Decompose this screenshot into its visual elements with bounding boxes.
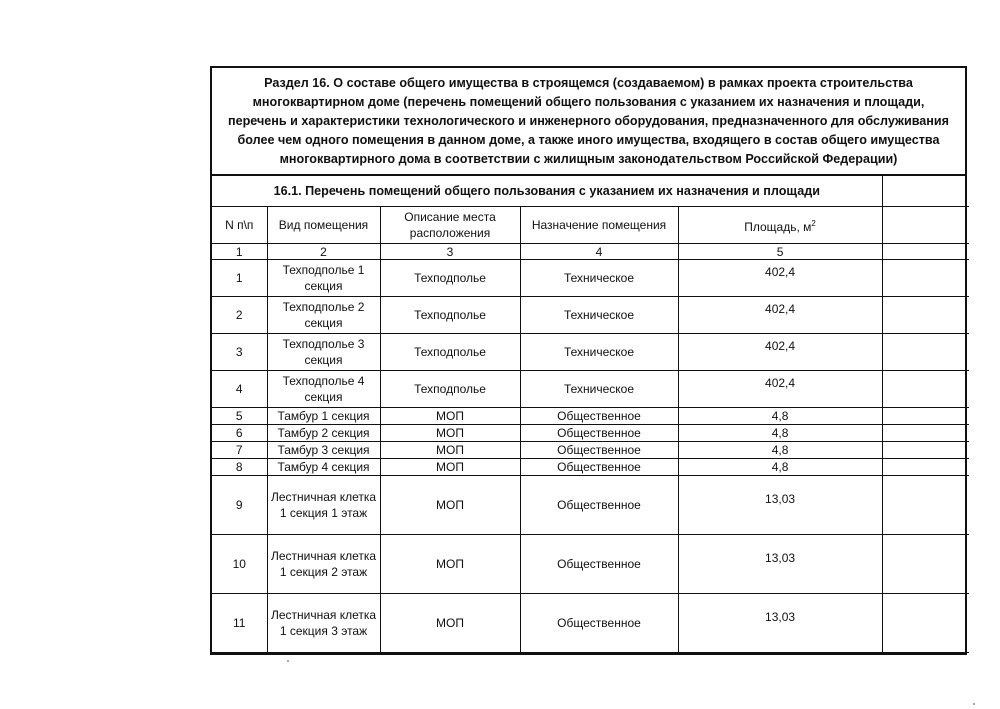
cell-location: Техподполье [380,297,520,334]
col-header-type: Вид помещения [267,207,380,244]
cell-type: Техподполье 1 секция [267,260,380,297]
cell-location: Техподполье [380,260,520,297]
cell-type: Тамбур 1 секция [267,408,380,425]
blank-cell [882,442,969,459]
cell-num: 2 [212,297,267,334]
cell-purpose: Общественное [520,476,678,535]
table-row [212,408,969,425]
cell-area [678,297,882,334]
table-row [212,297,969,334]
area-value: 402,4 [765,376,796,390]
blank-cell [882,260,969,297]
cell-area: 4,8 [678,459,882,476]
cell-type: Лестничная клетка 1 секция 2 этаж [267,535,380,594]
area-label: Площадь, м [744,219,812,234]
table-row [212,476,969,535]
col-header-area [678,207,882,244]
cell-type: Тамбур 2 секция [267,425,380,442]
cell-purpose: Техническое [520,297,678,334]
area-value: 402,4 [765,265,796,279]
cell-type: Тамбур 3 секция [267,442,380,459]
column-number: 2 [267,244,380,260]
area-value: 402,4 [765,339,796,353]
cell-location: Техподполье [380,334,520,371]
cell-purpose: Общественное [520,408,678,425]
cell-num: 8 [212,459,267,476]
cell-location: МОП [380,408,520,425]
blank-cell [882,476,969,535]
col-header-num: N п\п [212,207,267,244]
cell-purpose: Техническое [520,371,678,408]
blank-cell [882,334,969,371]
cell-area [678,476,882,535]
cell-num: 1 [212,260,267,297]
blank-cell [882,244,969,260]
column-number: 5 [678,244,882,260]
table-row [212,442,969,459]
cell-area [678,371,882,408]
cell-area: 4,8 [678,408,882,425]
area-value: 13,03 [765,610,796,624]
section-heading: Раздел 16. О составе общего имущества в строящемся (создаваемом) в рамках проекта строительства многоквартирном доме (перечень помещений общего пользования с указанием их назначения и площади, перечень и характеристики технологического и инженерного оборудования, предназначенного для обслуживания более чем одного помещения в данном доме, а также иного имущества, входящего в состав общего имущества многоквартирного дома в соответствии с жилищным законодательством Российской Федерации) [212,68,965,176]
cell-num: 7 [212,442,267,459]
column-header-row [212,207,969,244]
scan-speck [973,703,975,705]
blank-cell [882,425,969,442]
area-unit-superscript: 2 [811,218,816,228]
cell-num: 3 [212,334,267,371]
table-row [212,334,969,371]
table-row [212,260,969,297]
cell-type: Техподполье 2 секция [267,297,380,334]
column-number-row [212,244,969,260]
cell-location: МОП [380,425,520,442]
cell-location: Техподполье [380,371,520,408]
cell-purpose: Общественное [520,425,678,442]
blank-cell [882,459,969,476]
blank-cell [882,176,969,207]
column-number: 1 [212,244,267,260]
cell-area: 4,8 [678,425,882,442]
cell-location: МОП [380,442,520,459]
cell-type: Лестничная клетка 1 секция 3 этаж [267,594,380,653]
cell-area [678,334,882,371]
cell-type: Техподполье 4 секция [267,371,380,408]
blank-cell [882,408,969,425]
blank-cell [882,535,969,594]
cell-purpose: Общественное [520,442,678,459]
table-row [212,425,969,442]
cell-location: МОП [380,594,520,653]
cell-type: Лестничная клетка 1 секция 1 этаж [267,476,380,535]
area-value: 13,03 [765,551,796,565]
cell-purpose: Общественное [520,459,678,476]
cell-num: 11 [212,594,267,653]
column-number: 3 [380,244,520,260]
common-property-table-frame [210,66,967,655]
blank-cell [882,594,969,653]
cell-area [678,535,882,594]
cell-purpose: Техническое [520,334,678,371]
cell-area [678,260,882,297]
table-row [212,459,969,476]
scan-speck [287,660,289,662]
cell-num: 9 [212,476,267,535]
area-value: 402,4 [765,302,796,316]
subsection-heading: 16.1. Перечень помещений общего пользования с указанием их назначения и площади [212,176,882,207]
cell-num: 6 [212,425,267,442]
blank-cell [882,371,969,408]
cell-area: 4,8 [678,442,882,459]
col-header-purpose: Назначение помещения [520,207,678,244]
blank-cell [882,207,969,244]
area-value: 13,03 [765,492,796,506]
table-row [212,371,969,408]
subsection-heading-row [212,176,969,207]
table-row [212,535,969,594]
cell-purpose: Техническое [520,260,678,297]
col-header-location: Описание места расположения [380,207,520,244]
cell-purpose: Общественное [520,535,678,594]
cell-num: 4 [212,371,267,408]
table-row [212,594,969,653]
cell-location: МОП [380,459,520,476]
cell-location: МОП [380,535,520,594]
cell-type: Техподполье 3 секция [267,334,380,371]
cell-type: Тамбур 4 секция [267,459,380,476]
common-premises-table [212,176,969,653]
cell-location: МОП [380,476,520,535]
blank-cell [882,297,969,334]
column-number: 4 [520,244,678,260]
cell-num: 10 [212,535,267,594]
cell-purpose: Общественное [520,594,678,653]
cell-num: 5 [212,408,267,425]
cell-area [678,594,882,653]
